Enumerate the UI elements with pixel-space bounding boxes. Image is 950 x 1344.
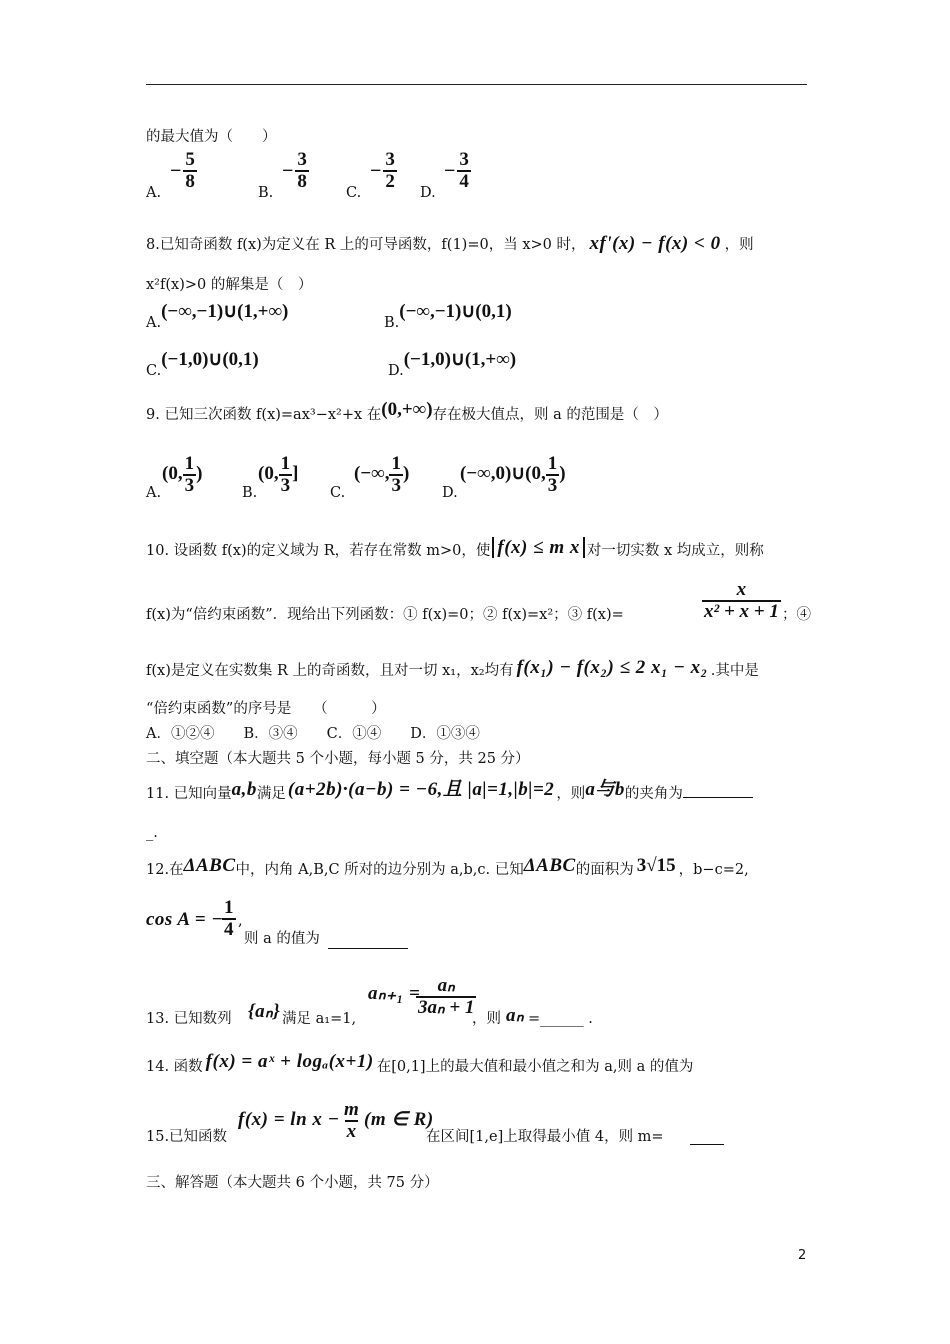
q11-line1: 11. 已知向量a,b满足 (a+2b)·(a−b) = −6,且 |a|=1,|b|=2 ，则a与b的夹角为	[146, 780, 753, 802]
page-number: 2	[798, 1248, 807, 1263]
q10-line2: f(x)为“倍约束函数”．现给出下列函数：① f(x)=0；② f(x)=x²；③ f(x)= $\frac{x}{\text{x² + x + 1}}$ ；④	[146, 579, 811, 623]
q10-condition: f(x) ≤ m x	[492, 537, 584, 558]
q12-answer-blank	[328, 936, 408, 949]
q7-option-a-label: A.	[146, 185, 162, 201]
q12-line2: cos A = − $\frac{1}{4}$ , 则 a 的值为	[146, 897, 320, 947]
q15-answer-blank	[690, 1132, 724, 1145]
q8-option-a: A.(−∞,−1)∪(1,+∞)	[146, 301, 289, 331]
q7-options	[146, 150, 486, 202]
q9-options: A. (0, $\frac{1}{3}$ ) B. (0, $\frac{1}{3}$ ] C. (−∞, $\frac{1}{3}$ ) D. (−∞,0)∪(0, $\frac{1}{3}$ )	[146, 453, 566, 501]
q8-option-c: C.(−1,0)∪(0,1)	[146, 349, 259, 379]
q8-line1: 8.已知奇函数 f(x)为定义在 R 上的可导函数，f(1)=0，当 x>0 时， xf'(x) − f(x) < 0 ，则	[146, 233, 754, 254]
q10-line3: f(x)是定义在实数集 R 上的奇函数，且对一切 x₁，x₂均有 f(x₁) − f(x₂) ≤ 2 x₁ − x₂ .其中是	[146, 657, 759, 679]
q9-option-b-math: (0, $\frac{1}{3}$ ]	[258, 453, 299, 496]
q12-area: 3√15	[636, 855, 676, 876]
q10-line1: 10. 设函数 f(x)的定义域为 R，若存在常数 m>0，使 f(x) ≤ m x 对一切实数 x 均成立，则称	[146, 537, 764, 559]
q7-option-c-math: − $\frac{3}{2}$	[370, 149, 395, 192]
q7-option-a-math: − $\frac{5}{8}$	[170, 149, 195, 192]
section3-heading: 三、解答题（本大题共 6 个小题，共 75 分）	[146, 1175, 439, 1191]
q8-line2: x²f(x)>0 的解集是（ ）	[146, 277, 313, 293]
q14-function: f(x) = aˣ + logₐ(x+1)	[205, 1051, 374, 1072]
q8-option-b: B.(−∞,−1)∪(0,1)	[384, 301, 512, 331]
q7-option-d-label: D.	[420, 185, 436, 201]
q9-option-d-math: (−∞,0)∪(0, $\frac{1}{3}$ )	[460, 453, 566, 496]
q11-vectors: a,b	[231, 779, 257, 800]
q7-option-d-math: − $\frac{3}{4}$	[444, 149, 469, 192]
section2-heading: 二、填空题（本大题共 5 个小题，每小题 5 分，共 25 分）	[146, 751, 530, 767]
q10-options: A．①②④ B．③④ C．①④ D．①③④	[146, 726, 480, 742]
q13-fraction: $\frac{\text{aₙ}}{\text{3aₙ + 1}}$	[418, 975, 475, 1018]
header-rule	[146, 84, 807, 85]
q11-tail: _.	[146, 825, 158, 841]
q9-option-c-math: (−∞, $\frac{1}{3}$ )	[354, 453, 410, 496]
q14-line: 14. 函数 f(x) = aˣ + logₐ(x+1) 在[0,1]上的最大值和最小值之和为 a,则 a 的值为	[146, 1051, 694, 1075]
q7-option-b-math: − $\frac{3}{8}$	[282, 149, 307, 192]
q9-interval: (0,+∞)	[381, 399, 433, 420]
q7-tail-text: 的最大值为（ ）	[146, 129, 277, 145]
q12-line1: 12.在ΔABC中，内角 A,B,C 所对的边分别为 a,b,c. 已知ΔABC的面积为 3√15 ，b−c=2,	[146, 855, 749, 878]
q10-fraction: $\frac{x}{\text{x² + x + 1}}$	[704, 579, 779, 622]
q8-condition: xf'(x) − f(x) < 0	[589, 233, 721, 254]
q13-line: 13. 已知数列 {aₙ} 满足 a₁=1, aₙ₊₁ = $\frac{\text{aₙ}}{\text{3aₙ + 1}}$ ，则 aₙ =______ .	[146, 975, 593, 1027]
q10-line4: “倍约束函数”的序号是 （ ）	[146, 701, 386, 717]
q12-cos: cos A = −	[146, 909, 224, 930]
q11-answer-blank	[683, 785, 753, 798]
q15-function: f(x) = ln x −	[238, 1109, 340, 1130]
q7-option-c-label: C.	[346, 185, 362, 201]
q9-option-a-math: (0, $\frac{1}{3}$ )	[162, 453, 203, 496]
q7-option-b-label: B.	[258, 185, 274, 201]
q10-inequality: f(x₁) − f(x₂) ≤ 2 x₁ − x₂	[516, 657, 708, 678]
q8-option-d: D.(−1,0)∪(1,+∞)	[388, 349, 517, 379]
q9-stem: 9. 已知三次函数 f(x)=ax³−x²+x 在(0,+∞)存在极大值点，则 a 的范围是（ ）	[146, 399, 668, 423]
q15-line: 15.已知函数 f(x) = ln x − $\frac{m}{x}$ (m ∈ R) 在区间[1,e]上取得最小值 4，则 m=	[146, 1100, 746, 1152]
q13-sequence: {aₙ}	[248, 1001, 281, 1022]
q11-condition: (a+2b)·(a−b) = −6,且 |a|=1,|b|=2	[287, 779, 555, 800]
